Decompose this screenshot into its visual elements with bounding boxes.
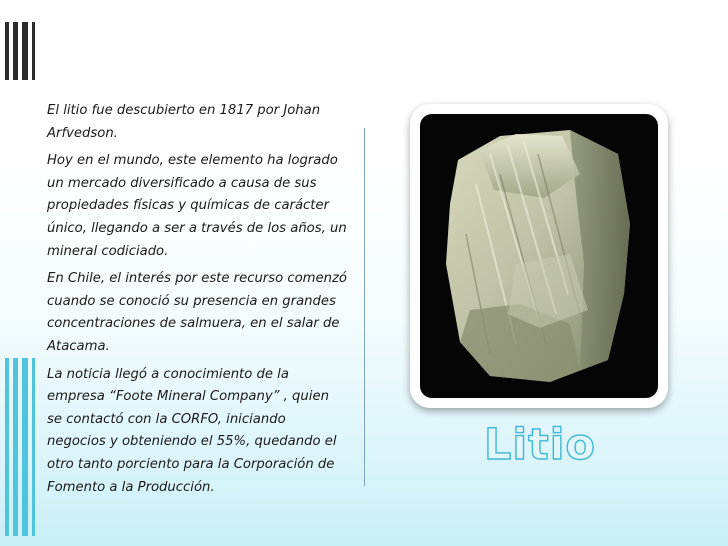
paragraph-market: Hoy en el mundo, este elemento ha logrado un mercado diversificado a causa de sus propiedades físicas y químicas de carácter único, llegando a ser a través de los años, un mineral codiciado.	[47, 153, 347, 259]
slide-title: Litio	[484, 420, 596, 470]
column-divider	[364, 128, 365, 486]
paragraph-foote: La noticia llegó a conocimiento de la empresa “Foote Mineral Company” , quien se contactó con la CORFO, iniciando negocios y obteniendo el 55%, quedando el otro tanto porciento para la Corporación de Fomento a la Producción.	[47, 366, 337, 495]
body-text	[47, 100, 347, 504]
mineral-illustration	[420, 114, 658, 398]
lithium-mineral-image	[420, 114, 658, 398]
mineral-photo-frame	[410, 104, 668, 408]
paragraph-chile: En Chile, el interés por este recurso comenzó cuando se conoció su presencia en grandes concentraciones de salmuera, en el salar de Atacama.	[47, 271, 347, 354]
paragraph-discovery: El litio fue descubierto en 1817 por Johan Arfvedson.	[47, 103, 321, 141]
